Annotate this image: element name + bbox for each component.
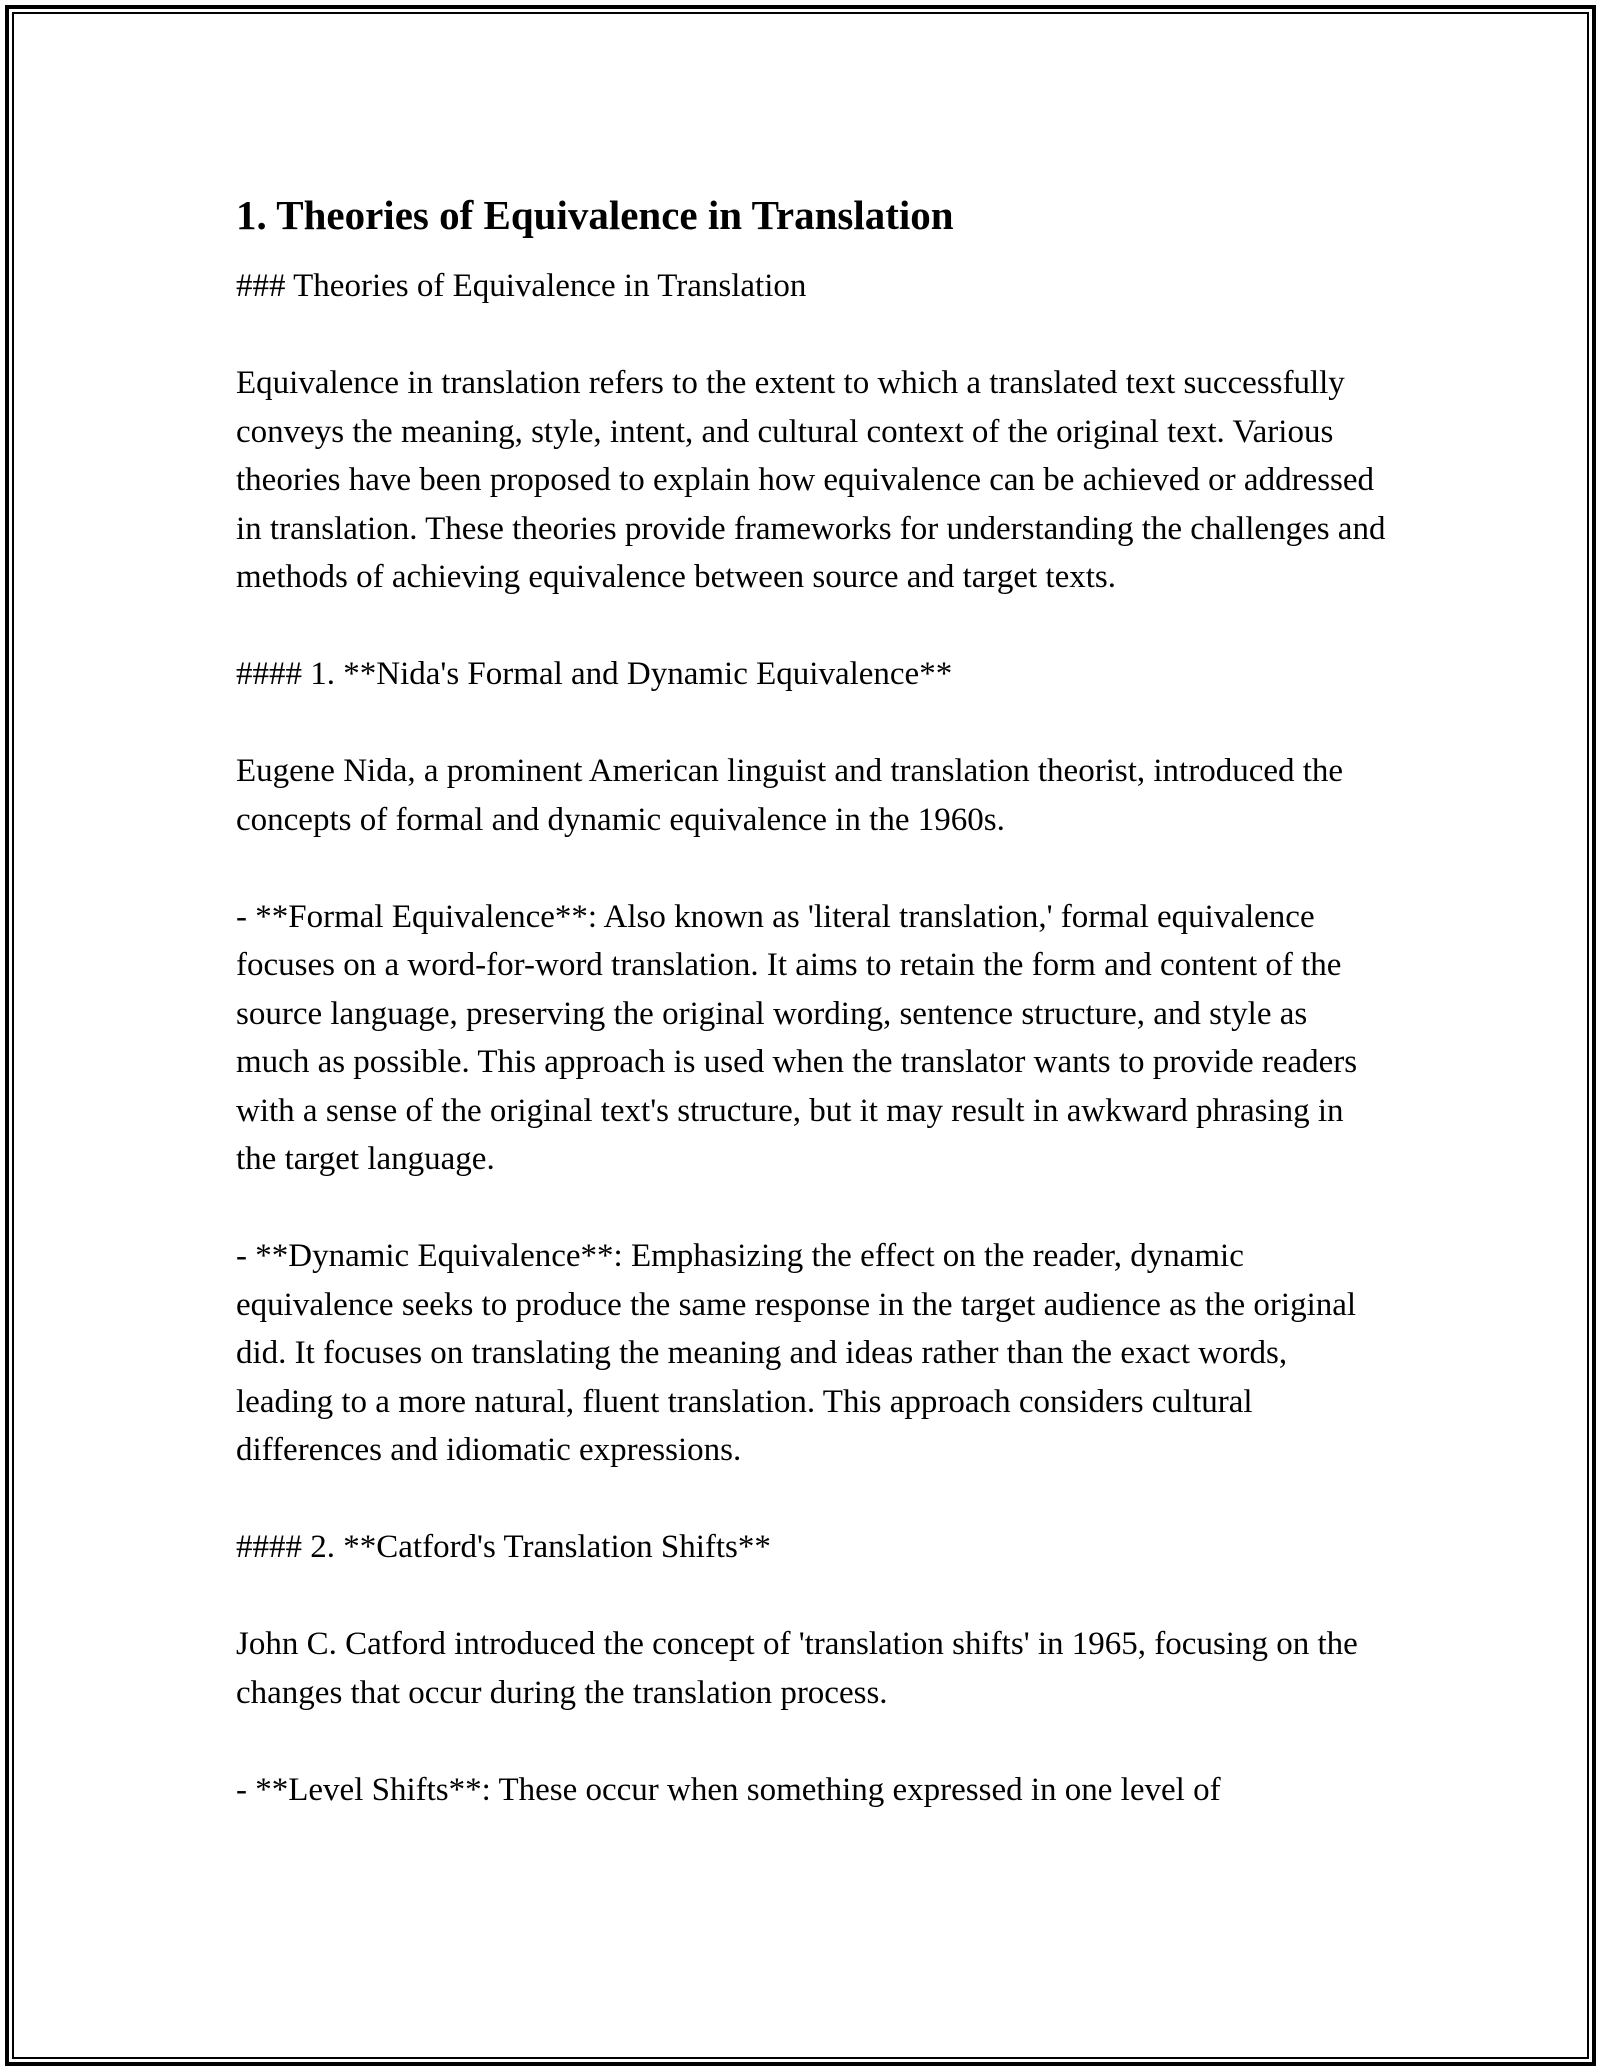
document-body	[236, 186, 1386, 1814]
intro-paragraph: Equivalence in translation refers to the extent to which a translated text successfully conveys the meaning, style, intent, and cultural context of the original text. Various theories have been proposed to explain how equivalence can be achieved or addressed in translation. These theories provide frameworks for understanding the challenges and methods of achieving equivalence between source and target texts.	[236, 365, 1386, 595]
document-title: 1. Theories of Equivalence in Translation	[236, 192, 954, 238]
section-heading-catford: #### 2. **Catford's Translation Shifts**	[236, 1529, 771, 1565]
catford-intro-paragraph: John C. Catford introduced the concept of 'translation shifts' in 1965, focusing on the changes that occur during the translation process.	[236, 1626, 1358, 1711]
dynamic-equivalence-item: - **Dynamic Equivalence**: Emphasizing the effect on the reader, dynamic equivalence seeks to produce the same response in the target audience as the original did. It focuses on translating the meaning and ideas rather than the exact words, leading to a more natural, fluent translation. This approach considers cultural differences and idiomatic expressions.	[236, 1238, 1357, 1468]
level-shifts-item: - **Level Shifts**: These occur when something expressed in one level of	[236, 1771, 1221, 1808]
section-heading-nida: #### 1. **Nida's Formal and Dynamic Equivalence**	[236, 656, 953, 692]
nida-intro-paragraph: Eugene Nida, a prominent American linguist and translation theorist, introduced the concepts of formal and dynamic equivalence in the 1960s.	[236, 753, 1344, 838]
formal-equivalence-item: - **Formal Equivalence**: Also known as 'literal translation,' formal equivalence focuses on a word-for-word translation. It aims to retain the form and content of the source language, preserving the original wording, sentence structure, and style as much as possible. This approach is used when the translator wants to provide readers with a sense of the original text's structure, but it may result in awkward phrasing in the target language.	[236, 898, 1358, 1177]
markdown-heading-line: ### Theories of Equivalence in Translation	[236, 268, 807, 304]
